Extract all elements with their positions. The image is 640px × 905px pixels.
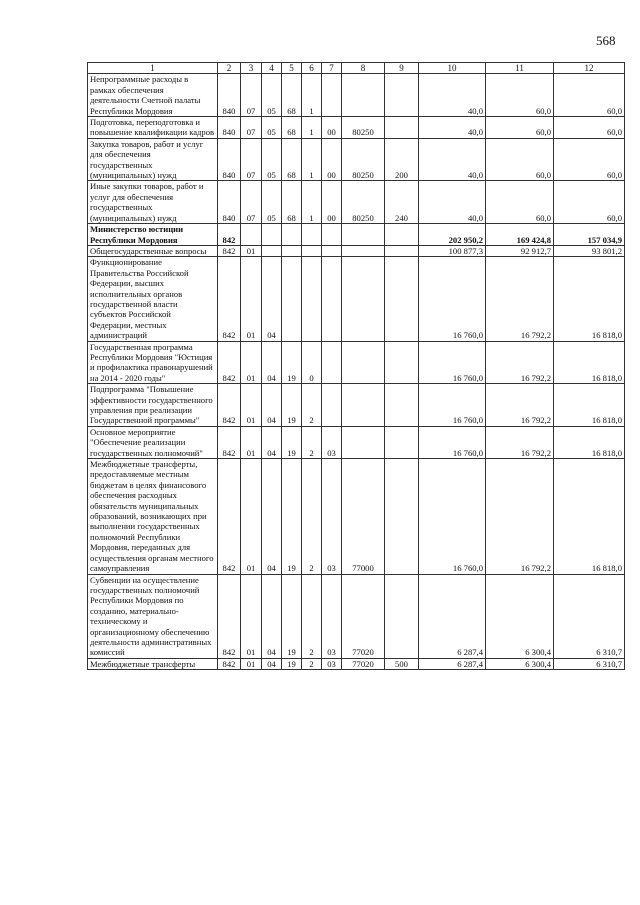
cell-c3: 01: [241, 384, 262, 427]
cell-c10: 40,0: [419, 138, 486, 181]
cell-c7: 03: [322, 459, 342, 574]
cell-c10: 202 950,2: [419, 224, 486, 246]
cell-c4: 04: [262, 574, 282, 658]
cell-c9: [385, 459, 419, 574]
cell-c7: 03: [322, 574, 342, 658]
cell-c2: 842: [218, 245, 241, 256]
column-header: 5: [282, 63, 302, 74]
cell-c5: 68: [282, 181, 302, 224]
cell-c3: 01: [241, 245, 262, 256]
cell-c4: [262, 245, 282, 256]
table-row: [88, 257, 625, 341]
cell-c10: 100 877,3: [419, 245, 486, 256]
cell-c6: 1: [302, 74, 322, 117]
cell-c9: [385, 257, 419, 341]
cell-c11: 60,0: [486, 117, 554, 139]
cell-c10: 16 760,0: [419, 426, 486, 458]
row-name-cell: Межбюджетные трансферты: [88, 658, 218, 669]
row-name-cell: Министерство юстиции Республики Мордовия: [88, 224, 218, 246]
cell-c12: 16 818,0: [554, 257, 625, 341]
cell-c5: 68: [282, 117, 302, 139]
table-row: [88, 224, 625, 246]
cell-c11: 16 792,2: [486, 426, 554, 458]
cell-c9: [385, 117, 419, 139]
cell-c9: 240: [385, 181, 419, 224]
table-row: [88, 459, 625, 574]
row-name-cell: Подготовка, переподготовка и повышение квалификации кадров: [88, 117, 218, 139]
cell-c2: 842: [218, 384, 241, 427]
row-name-cell: Непрограммные расходы в рамках обеспечения деятельности Счетной палаты Республики Мордовия: [88, 74, 218, 117]
cell-c8: [342, 224, 385, 246]
cell-c3: 01: [241, 574, 262, 658]
cell-c8: 80250: [342, 138, 385, 181]
cell-c4: 04: [262, 426, 282, 458]
cell-c11: 169 424,8: [486, 224, 554, 246]
table-body: [88, 74, 625, 670]
cell-c5: 19: [282, 658, 302, 669]
row-name-cell: Общегосударственные вопросы: [88, 245, 218, 256]
table-row: [88, 426, 625, 458]
cell-c2: 842: [218, 257, 241, 341]
cell-c11: 6 300,4: [486, 574, 554, 658]
cell-c7: 00: [322, 117, 342, 139]
cell-c2: 842: [218, 658, 241, 669]
cell-c9: [385, 341, 419, 384]
cell-c9: [385, 224, 419, 246]
cell-c10: 16 760,0: [419, 257, 486, 341]
cell-c6: [302, 224, 322, 246]
table-row: [88, 245, 625, 256]
cell-c7: [322, 257, 342, 341]
cell-c8: [342, 341, 385, 384]
cell-c3: 01: [241, 341, 262, 384]
column-header: 10: [419, 63, 486, 74]
cell-c12: 60,0: [554, 117, 625, 139]
cell-c3: 07: [241, 138, 262, 181]
cell-c3: 07: [241, 181, 262, 224]
cell-c12: 6 310,7: [554, 658, 625, 669]
cell-c7: 03: [322, 658, 342, 669]
cell-c10: 16 760,0: [419, 341, 486, 384]
row-name-cell: Государственная программа Республики Мордовия "Юстиция и профилактика правонарушений на 2014 - 2020 годы": [88, 341, 218, 384]
cell-c10: 40,0: [419, 74, 486, 117]
cell-c5: 68: [282, 74, 302, 117]
cell-c12: 93 801,2: [554, 245, 625, 256]
cell-c4: [262, 224, 282, 246]
cell-c9: [385, 426, 419, 458]
cell-c6: 2: [302, 574, 322, 658]
cell-c11: 6 300,4: [486, 658, 554, 669]
cell-c5: [282, 245, 302, 256]
cell-c7: 00: [322, 138, 342, 181]
row-name-cell: Субвенции на осуществление государственных полномочий Республики Мордовия по созданию, материально-техническому и организационному обеспечению деятельности административных комиссий: [88, 574, 218, 658]
cell-c7: [322, 341, 342, 384]
row-name-cell: Подпрограмма "Повышение эффективности государственного управления при реализации Государственной программы": [88, 384, 218, 427]
cell-c2: 840: [218, 181, 241, 224]
cell-c12: 16 818,0: [554, 384, 625, 427]
cell-c10: 6 287,4: [419, 574, 486, 658]
cell-c9: 200: [385, 138, 419, 181]
cell-c4: 04: [262, 257, 282, 341]
cell-c2: 842: [218, 341, 241, 384]
cell-c2: 842: [218, 426, 241, 458]
column-header: 12: [554, 63, 625, 74]
cell-c9: 500: [385, 658, 419, 669]
cell-c12: 6 310,7: [554, 574, 625, 658]
column-header: 9: [385, 63, 419, 74]
cell-c12: 16 818,0: [554, 459, 625, 574]
column-header: 6: [302, 63, 322, 74]
cell-c6: 1: [302, 138, 322, 181]
budget-table: [87, 62, 625, 670]
cell-c11: 92 912,7: [486, 245, 554, 256]
cell-c6: [302, 257, 322, 341]
cell-c4: 04: [262, 341, 282, 384]
row-name-cell: Основное мероприятие "Обеспечение реализации государственных полномочий": [88, 426, 218, 458]
page-number: 568: [596, 33, 616, 48]
cell-c11: 16 792,2: [486, 341, 554, 384]
cell-c11: 60,0: [486, 74, 554, 117]
cell-c2: 842: [218, 574, 241, 658]
cell-c3: [241, 224, 262, 246]
cell-c8: [342, 384, 385, 427]
row-name-cell: Закупка товаров, работ и услуг для обеспечения государственных (муниципальных) нужд: [88, 138, 218, 181]
cell-c8: 77000: [342, 459, 385, 574]
cell-c3: 01: [241, 257, 262, 341]
cell-c7: [322, 245, 342, 256]
row-name-cell: Функционирование Правительства Российской Федерации, высших исполнительных органов государственной власти субъектов Российской Федерации, местных администраций: [88, 257, 218, 341]
cell-c10: 16 760,0: [419, 459, 486, 574]
cell-c11: 16 792,2: [486, 459, 554, 574]
cell-c5: 19: [282, 426, 302, 458]
cell-c11: 16 792,2: [486, 257, 554, 341]
table-row: [88, 138, 625, 181]
cell-c10: 40,0: [419, 181, 486, 224]
cell-c12: 16 818,0: [554, 341, 625, 384]
cell-c9: [385, 384, 419, 427]
cell-c9: [385, 74, 419, 117]
cell-c4: 05: [262, 138, 282, 181]
cell-c8: 77020: [342, 658, 385, 669]
cell-c4: 05: [262, 117, 282, 139]
cell-c6: 2: [302, 384, 322, 427]
cell-c11: 16 792,2: [486, 384, 554, 427]
cell-c11: 60,0: [486, 181, 554, 224]
cell-c8: [342, 74, 385, 117]
column-header: 2: [218, 63, 241, 74]
cell-c8: [342, 257, 385, 341]
column-header: 7: [322, 63, 342, 74]
header-row: [88, 63, 625, 74]
cell-c12: 157 034,9: [554, 224, 625, 246]
row-name-cell: Иные закупки товаров, работ и услуг для обеспечения государственных (муниципальных) нужд: [88, 181, 218, 224]
cell-c7: [322, 224, 342, 246]
cell-c12: 60,0: [554, 74, 625, 117]
cell-c12: 16 818,0: [554, 426, 625, 458]
row-name-cell: Межбюджетные трансферты, предоставляемые местным бюджетам в целях финансового обеспечения расходных обязательств муниципальных образований, возникающих при выполнении государственных полномочий Республики Мордовия, переданных для осуществления органам местного самоуправления: [88, 459, 218, 574]
cell-c6: 1: [302, 117, 322, 139]
cell-c2: 842: [218, 224, 241, 246]
table-row: [88, 384, 625, 427]
cell-c11: 60,0: [486, 138, 554, 181]
cell-c5: [282, 224, 302, 246]
column-header: 4: [262, 63, 282, 74]
cell-c12: 60,0: [554, 181, 625, 224]
cell-c4: 04: [262, 384, 282, 427]
table-row: [88, 181, 625, 224]
table-row: [88, 658, 625, 669]
cell-c6: 2: [302, 658, 322, 669]
column-header: 3: [241, 63, 262, 74]
cell-c2: 840: [218, 74, 241, 117]
cell-c6: 2: [302, 426, 322, 458]
cell-c5: 19: [282, 384, 302, 427]
cell-c5: 19: [282, 574, 302, 658]
cell-c5: 19: [282, 459, 302, 574]
cell-c6: 2: [302, 459, 322, 574]
cell-c6: [302, 245, 322, 256]
cell-c4: 05: [262, 74, 282, 117]
cell-c6: 0: [302, 341, 322, 384]
column-header: 8: [342, 63, 385, 74]
cell-c7: [322, 74, 342, 117]
cell-c3: 01: [241, 658, 262, 669]
cell-c3: 01: [241, 459, 262, 574]
cell-c4: 05: [262, 181, 282, 224]
table-row: [88, 117, 625, 139]
cell-c8: [342, 245, 385, 256]
cell-c8: 80250: [342, 117, 385, 139]
cell-c4: 04: [262, 658, 282, 669]
cell-c4: 04: [262, 459, 282, 574]
cell-c8: 80250: [342, 181, 385, 224]
cell-c5: 68: [282, 138, 302, 181]
cell-c7: 03: [322, 426, 342, 458]
cell-c5: 19: [282, 341, 302, 384]
cell-c7: 00: [322, 181, 342, 224]
cell-c10: 6 287,4: [419, 658, 486, 669]
cell-c3: 01: [241, 426, 262, 458]
cell-c2: 840: [218, 138, 241, 181]
cell-c6: 1: [302, 181, 322, 224]
cell-c12: 60,0: [554, 138, 625, 181]
cell-c9: [385, 574, 419, 658]
cell-c9: [385, 245, 419, 256]
cell-c3: 07: [241, 74, 262, 117]
cell-c10: 16 760,0: [419, 384, 486, 427]
cell-c5: [282, 257, 302, 341]
table-row: [88, 341, 625, 384]
cell-c8: [342, 426, 385, 458]
column-header: 11: [486, 63, 554, 74]
column-header: 1: [88, 63, 218, 74]
table-row: [88, 574, 625, 658]
cell-c8: 77020: [342, 574, 385, 658]
cell-c2: 840: [218, 117, 241, 139]
cell-c10: 40,0: [419, 117, 486, 139]
cell-c2: 842: [218, 459, 241, 574]
cell-c7: [322, 384, 342, 427]
table-row: [88, 74, 625, 117]
cell-c3: 07: [241, 117, 262, 139]
